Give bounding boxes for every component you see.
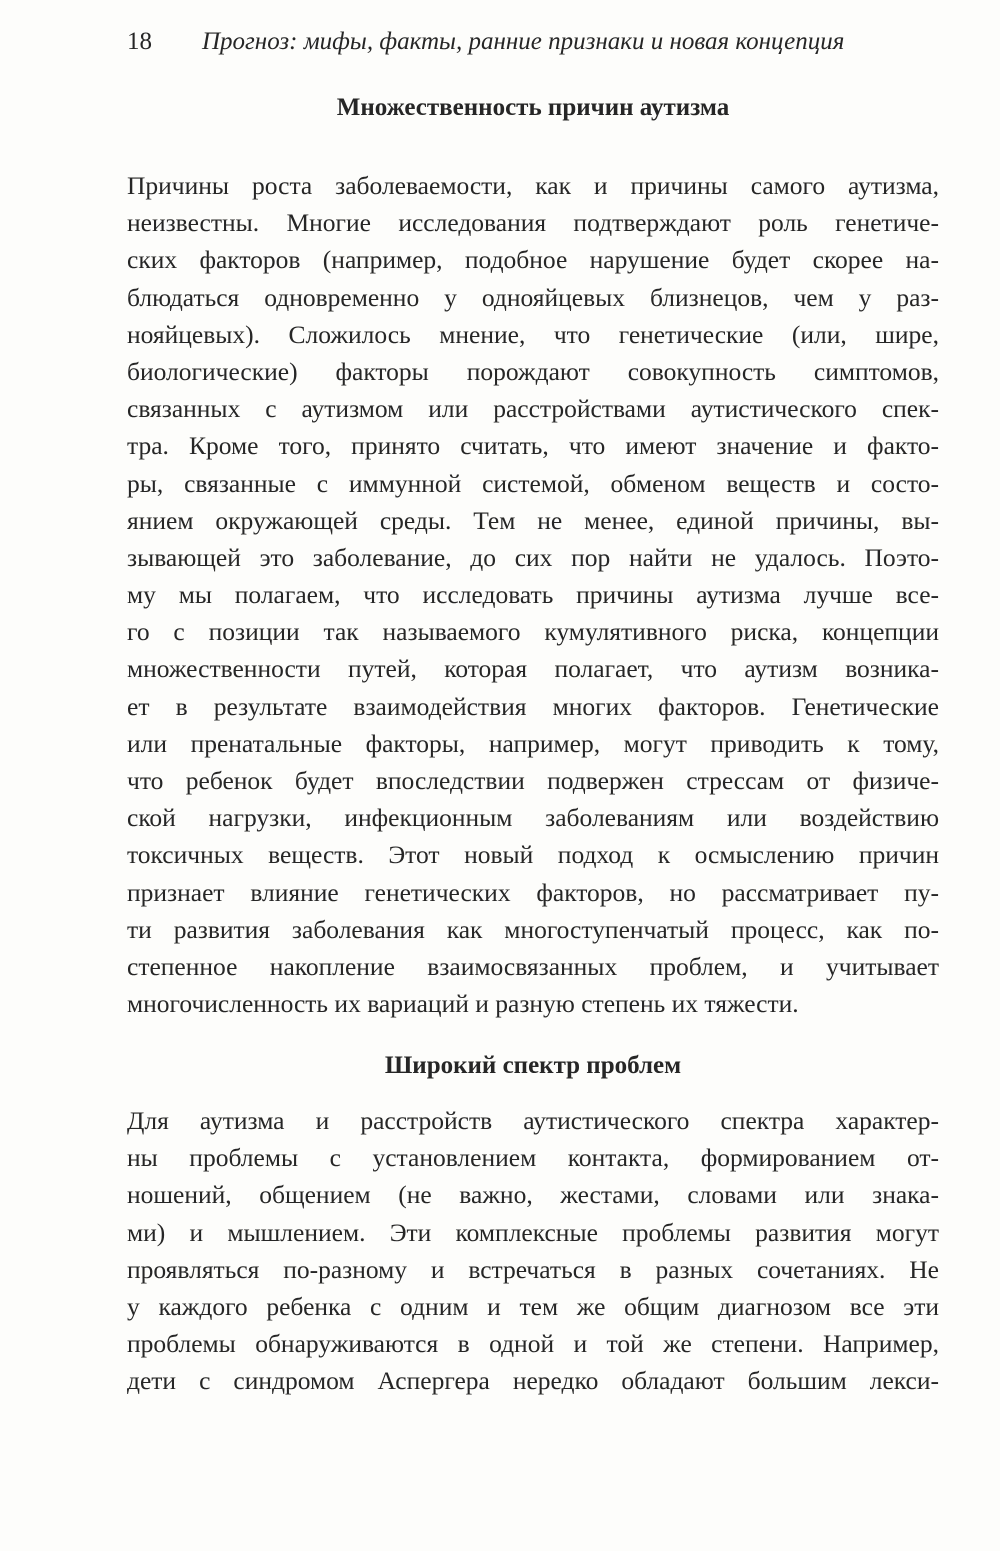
text-line: ми) и мышлением. Эти комплексные проблемы развития могут [127,1217,939,1247]
text-line: множественности путей, которая полагает, что аутизм возника- [127,654,939,684]
text-line: зывающей это заболевание, до сих пор найти не удалось. Поэто- [127,542,939,572]
text-line: блюдаться одновременно у однояйцевых близнецов, чем у раз- [127,282,939,312]
section-heading-causes: Множественность причин аутизма [336,94,730,121]
text-line: го с позиции так называемого кумулятивного риска, концепции [127,617,939,647]
text-line: что ребенок будет впоследствии подвержен стрессам от физиче- [127,766,939,795]
text-line: ры, связанные с иммунной системой, обменом веществ и состо- [127,468,939,498]
text-line: связанных с аутизмом или расстройствами аутистического спек- [127,394,939,424]
text-line: дети с синдромом Аспергера нередко обладают большим лекси- [127,1366,939,1396]
text-line: ти развития заболевания как многоступенчатый процесс, как по- [127,914,939,944]
page-number: 18 [127,28,152,55]
text-line: биологические) факторы порождают совокупность симптомов, [127,356,939,386]
text-line: или пренатальные факторы, например, могут приводить к тому, [127,728,939,758]
text-line: у каждого ребенка с одним и тем же общим диагнозом все эти [127,1291,939,1321]
text-line: ет в результате взаимодействия многих факторов. Генетические [127,691,939,721]
text-line: ской нагрузки, инфекционным заболеваниям или воздействию [127,803,939,833]
text-line: янием окружающей среды. Тем не менее, единой причины, вы- [127,505,939,535]
text-line: ских факторов (например, подобное нарушение будет скорее на- [127,245,939,275]
text-line: токсичных веществ. Этот новый подход к осмыслению причин [127,840,939,870]
text-line: Причины роста заболеваемости, как и причины самого аутизма, [127,171,939,200]
text-line: признает влияние генетических факторов, но рассматривает пу- [127,877,939,907]
text-line: му мы полагаем, что исследовать причины аутизма лучше все- [127,580,939,610]
text-line: проблемы обнаруживаются в одной и той же степени. Например, [127,1329,939,1359]
text-line: ношений, общением (не важно, жестами, словами или знака- [127,1180,939,1210]
text-line: степенное накопление взаимосвязанных проблем, и учитывает [127,951,939,981]
text-line: проявляться по-разному и встречаться в разных сочетаниях. Не [127,1254,939,1284]
running-title: Прогноз: мифы, факты, ранние признаки и новая концепция [202,28,845,55]
text-line: многочисленность их вариаций и разную степень их тяжести. [127,989,799,1019]
paragraph-spectrum [127,1102,939,1400]
text-line: тра. Кроме того, принято считать, что имеют значение и факто- [127,431,939,461]
text-line: неизвестны. Многие исследования подтверждают роль генетиче- [127,208,939,238]
paragraph-causes [127,167,939,1022]
running-head [127,22,847,62]
text-line: нояйцевых). Сложилось мнение, что генетические (или, шире, [127,319,939,349]
text-line: Для аутизма и расстройств аутистического спектра характер- [127,1106,939,1135]
text-line: ны проблемы с установлением контакта, формированием от- [127,1143,939,1173]
section-heading-spectrum: Широкий спектр проблем [384,1052,682,1079]
